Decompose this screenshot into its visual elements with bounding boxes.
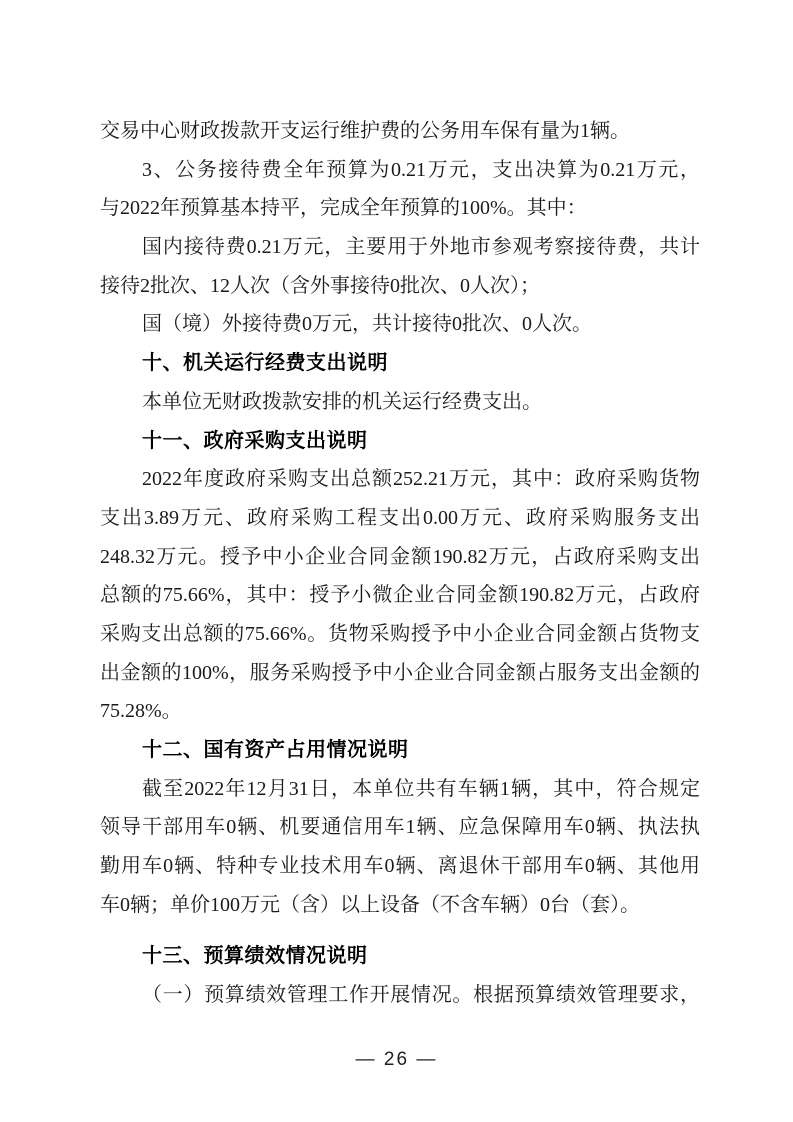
text-line: 国内接待费0.21万元，主要用于外地市参观考察接待费，共计 <box>142 236 700 259</box>
text-line: 出金额的100%，服务采购授予中小企业合同金额占服务支出金额的 <box>100 661 700 684</box>
text-line: 75.28%。 <box>100 700 182 723</box>
text-line: 勤用车0辆、特种专业技术用车0辆、离退休干部用车0辆、其他用 <box>100 855 700 878</box>
text-line: 采购支出总额的75.66%。货物采购授予中小企业合同金额占货物支 <box>100 622 700 645</box>
document-body <box>100 112 700 1015</box>
text-line: 2022年度政府采购支出总额252.21万元，其中：政府采购货物 <box>142 468 700 491</box>
text-line: 248.32万元。授予中小企业合同金额190.82万元，占政府采购支出 <box>100 545 700 568</box>
section-heading: 十二、国有资产占用情况说明 <box>142 739 409 761</box>
text-line: 支出3.89万元、政府采购工程支出0.00万元、政府采购服务支出 <box>100 506 700 529</box>
page-footer <box>0 1046 793 1074</box>
text-line: 领导干部用车0辆、机要通信用车1辆、应急保障用车0辆、执法执 <box>100 816 700 839</box>
section-heading: 十一、政府采购支出说明 <box>142 429 368 452</box>
text-line: 接待2批次、12人次（含外事接待0批次、0人次）； <box>100 274 540 297</box>
text-line: 总额的75.66%，其中：授予小微企业合同金额190.82万元，占政府 <box>100 584 700 607</box>
text-line: 3、公务接待费全年预算为0.21万元，支出决算为0.21万元， <box>142 158 700 181</box>
page-number-label: — 26 — <box>355 1049 438 1070</box>
text-line: 国（境）外接待费0万元，共计接待0批次、0人次。 <box>142 313 592 336</box>
section-heading: 十、机关运行经费支出说明 <box>142 352 388 375</box>
section-heading: 十三、预算绩效情况说明 <box>142 945 368 968</box>
text-line: （一）预算绩效管理工作开展情况。根据预算绩效管理要求， <box>142 984 700 1007</box>
text-line: 截至2022年12月31日，本单位共有车辆1辆，其中，符合规定 <box>142 777 700 800</box>
text-line: 本单位无财政拨款安排的机关运行经费支出。 <box>142 390 542 413</box>
text-line: 车0辆；单价100万元（含）以上设备（不含车辆）0台（套）。 <box>100 893 640 916</box>
text-line: 与2022年预算基本持平，完成全年预算的100%。其中： <box>100 197 587 220</box>
text-line: 交易中心财政拨款开支运行维护费的公务用车保有量为1辆。 <box>100 120 630 142</box>
